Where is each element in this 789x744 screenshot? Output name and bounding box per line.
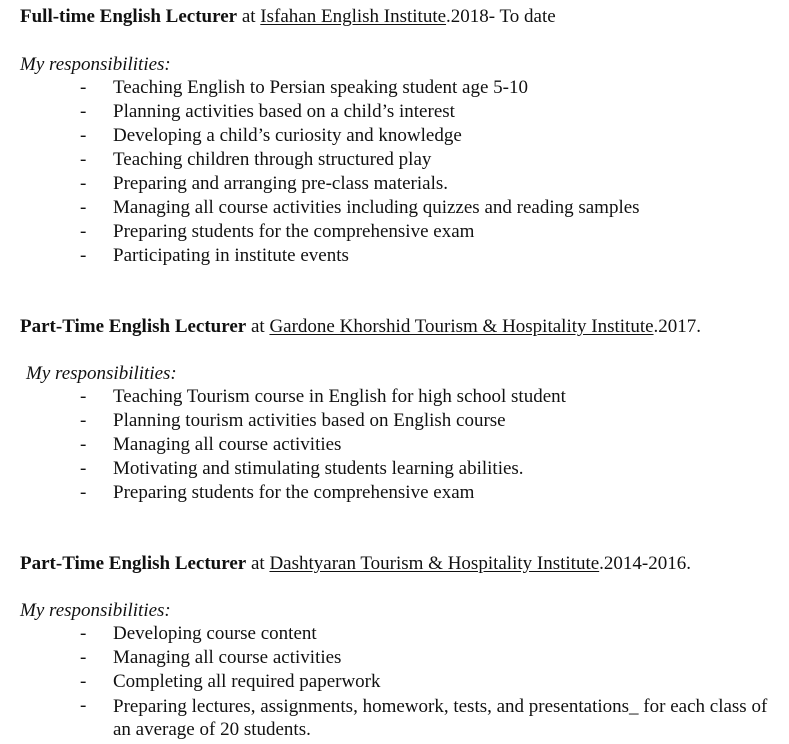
bullet-dash: - <box>80 458 87 479</box>
job-organization: Gardone Khorshid Tourism & Hospitality Institute <box>269 316 654 337</box>
responsibilities-heading-3: My responsibilities: <box>20 600 171 621</box>
job-period: .2017. <box>653 316 702 337</box>
list-item <box>0 434 789 458</box>
bullet-dash: - <box>80 221 87 242</box>
list-item <box>0 695 789 743</box>
list-item <box>0 197 789 221</box>
responsibility-text: Teaching children through structured play <box>113 149 432 170</box>
bullet-dash: - <box>80 695 87 716</box>
bullet-dash: - <box>80 482 87 503</box>
responsibility-text: Planning activities based on a child’s interest <box>113 101 455 122</box>
bullet-dash: - <box>80 245 87 266</box>
job-role: Part-Time English Lecturer <box>20 553 247 574</box>
job-role: Part-Time English Lecturer <box>20 316 247 337</box>
list-item <box>0 671 789 695</box>
list-item <box>0 173 789 197</box>
responsibility-text: Developing a child’s curiosity and knowledge <box>113 125 462 146</box>
bullet-dash: - <box>80 77 87 98</box>
job-at: at <box>250 316 265 337</box>
list-item <box>0 410 789 434</box>
list-item <box>0 647 789 671</box>
list-item <box>0 623 789 647</box>
job-at: at <box>241 6 256 27</box>
responsibility-text: Preparing students for the comprehensive exam <box>113 482 475 503</box>
job-at: at <box>250 553 265 574</box>
list-item <box>0 245 789 269</box>
job-period: .2018- To date <box>446 6 556 27</box>
list-item <box>0 77 789 101</box>
responsibility-text: Teaching Tourism course in English for high school student <box>113 386 566 407</box>
job-organization: Isfahan English Institute <box>260 6 447 27</box>
job-role: Full-time English Lecturer <box>20 6 238 27</box>
bullet-dash: - <box>80 173 87 194</box>
responsibility-text: Managing all course activities including quizzes and reading samples <box>113 197 640 218</box>
list-item <box>0 482 789 506</box>
responsibility-text: Preparing and arranging pre-class materials. <box>113 173 449 194</box>
responsibility-text: Managing all course activities <box>113 434 342 455</box>
responsibility-text: Participating in institute events <box>113 245 349 266</box>
responsibility-text: Developing course content <box>113 623 317 644</box>
responsibility-text: Planning tourism activities based on English course <box>113 410 506 431</box>
bullet-dash: - <box>80 125 87 146</box>
job-period: .2014-2016. <box>599 553 691 574</box>
responsibility-text: Motivating and stimulating students learning abilities. <box>113 458 524 479</box>
job-title-2 <box>20 316 701 338</box>
bullet-dash: - <box>80 647 87 668</box>
list-item <box>0 101 789 125</box>
list-item <box>0 458 789 482</box>
bullet-dash: - <box>80 386 87 407</box>
job-organization: Dashtyaran Tourism & Hospitality Institute <box>269 553 600 574</box>
list-item <box>0 221 789 245</box>
responsibilities-heading-1: My responsibilities: <box>20 54 171 75</box>
list-item <box>0 149 789 173</box>
responsibility-text: Preparing students for the comprehensive exam <box>113 221 475 242</box>
list-item <box>0 386 789 410</box>
bullet-dash: - <box>80 434 87 455</box>
bullet-dash: - <box>80 671 87 692</box>
bullet-dash: - <box>80 197 87 218</box>
bullet-dash: - <box>80 101 87 122</box>
responsibility-text: Preparing lectures, assignments, homework, tests, and presentations_ for each class of an average of 20 students. <box>113 696 768 740</box>
responsibilities-heading-2: My responsibilities: <box>26 363 177 384</box>
list-item <box>0 125 789 149</box>
bullet-dash: - <box>80 623 87 644</box>
job-title-3 <box>20 553 691 575</box>
responsibility-text: Teaching English to Persian speaking student age 5-10 <box>113 77 528 98</box>
bullet-dash: - <box>80 410 87 431</box>
responsibility-text: Completing all required paperwork <box>113 671 381 692</box>
responsibility-text: Managing all course activities <box>113 647 342 668</box>
job-title-1 <box>20 6 556 28</box>
bullet-dash: - <box>80 149 87 170</box>
